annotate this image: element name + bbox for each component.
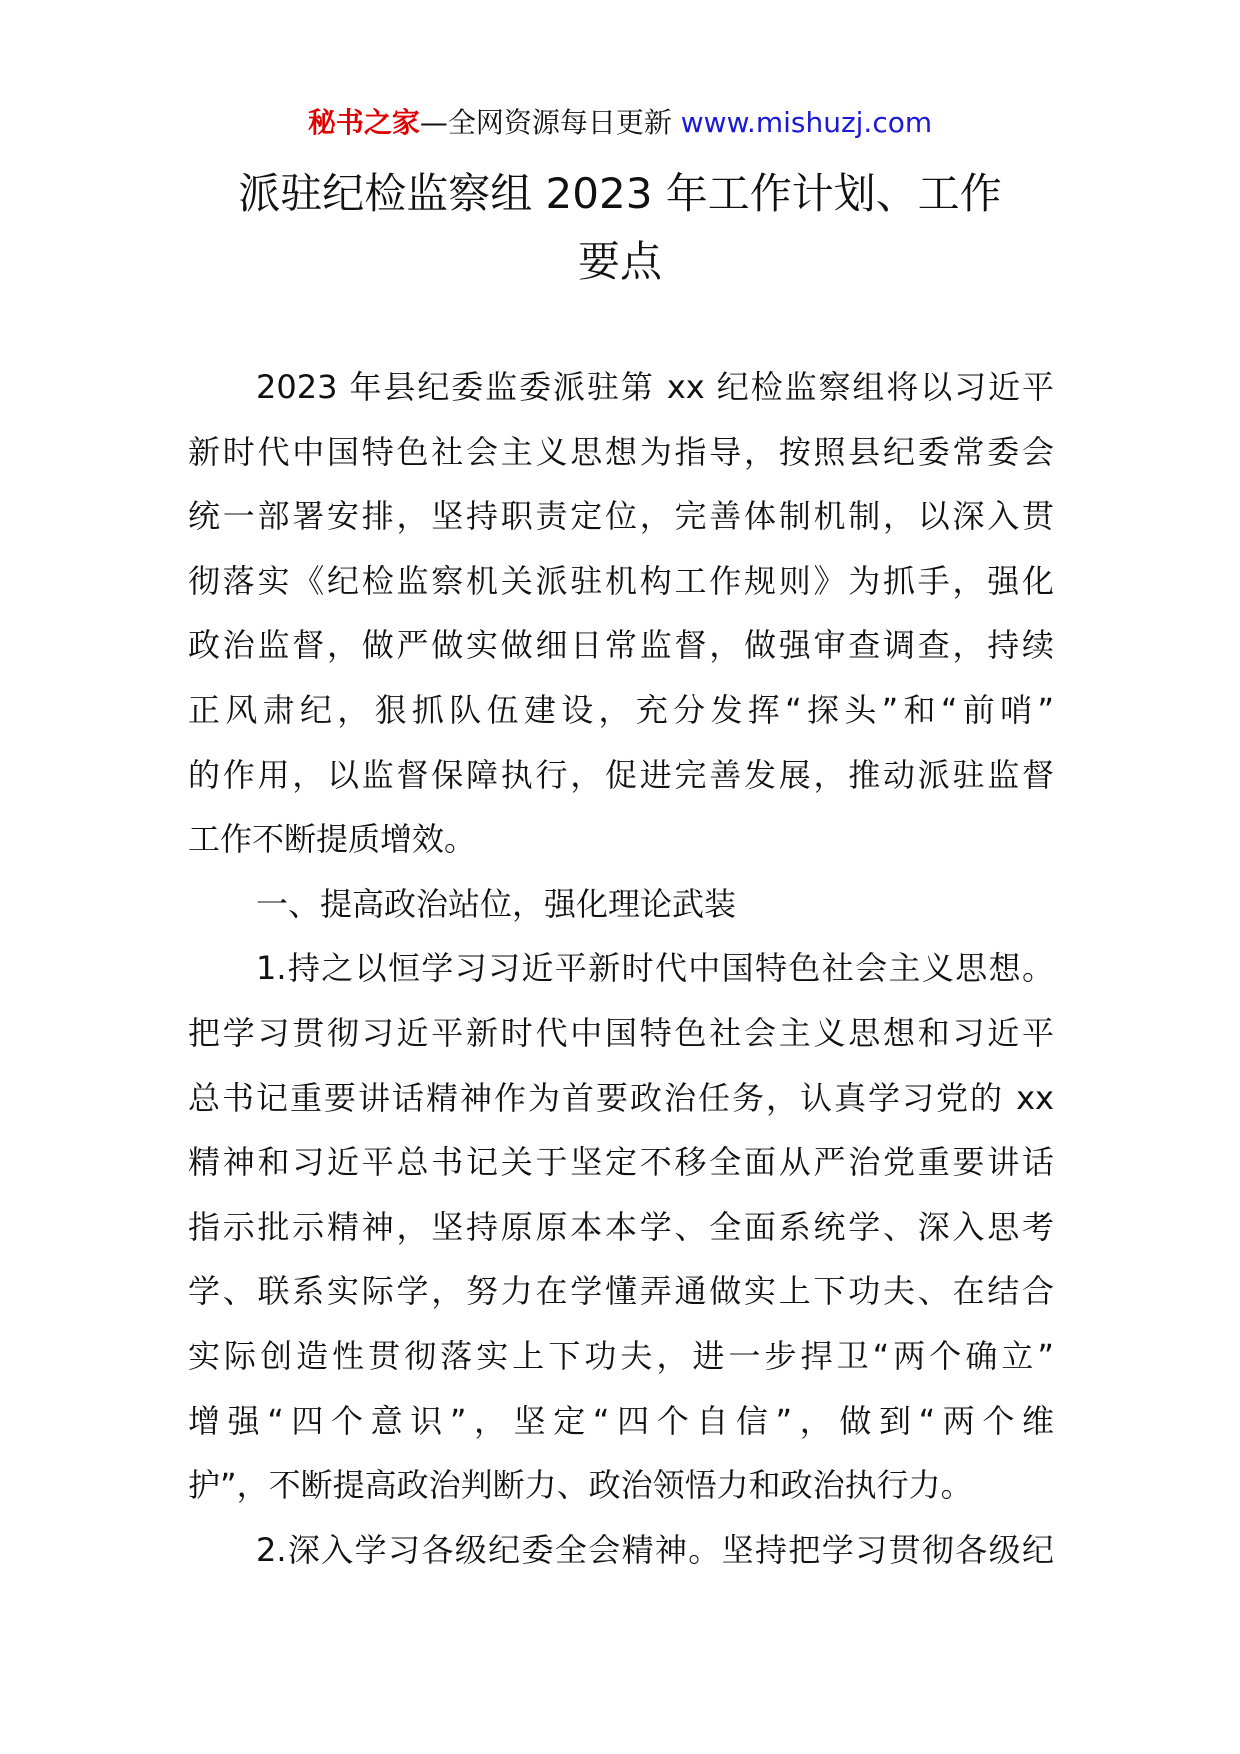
paragraph-line: 2023 年县纪委监委派驻第 xx 纪检监察组将以习近平 [256,368,1054,406]
paragraph-line: 新时代中国特色社会主义思想为指导，按照县纪委常委会 [188,432,1054,471]
paragraph-line: 彻落实《纪检监察机关派驻机构工作规则》为抓手，强化 [188,561,1054,600]
paragraph-line: 学、联系实际学，努力在学懂弄通做实上下功夫、在结合 [188,1272,1054,1311]
section-heading: 一、提高政治站位，强化理论武装 [256,884,737,923]
site-brand: 秘书之家 [307,106,420,139]
paragraph-line: 2.深入学习各级纪委全会精神。坚持把学习贯彻各级纪 [256,1530,1054,1569]
paragraph-line: 的作用，以监督保障执行，促进完善发展，推动派驻监督 [188,755,1054,794]
paragraph-line: 精神和习近平总书记关于坚定不移全面从严治党重要讲话 [188,1143,1054,1182]
site-slogan: —全网资源每日更新 [419,106,681,139]
site-url-link[interactable]: www.mishuzj.com [680,106,933,139]
paragraph-line: 正风肃纪，狠抓队伍建设，充分发挥“探头”和“前哨” [188,690,1054,729]
document-body [188,355,1054,1582]
title-line-2: 要点 [577,237,662,286]
title-line-1: 派驻纪检监察组 2023 年工作计划、工作 [238,169,1002,218]
paragraph-line: 实际创造性贯彻落实上下功夫，进一步捍卫“两个确立” [188,1336,1054,1375]
paragraph-line: 统一部署安排，坚持职责定位，完善体制机制，以深入贯 [188,497,1054,536]
paragraph-line: 1.持之以恒学习习近平新时代中国特色社会主义思想。 [256,949,1054,988]
paragraph-line: 把学习贯彻习近平新时代中国特色社会主义思想和习近平 [188,1013,1054,1052]
paragraph-line: 增强“四个意识”，坚定“四个自信”，做到“两个维 [188,1401,1054,1440]
paragraph-line: 政治监督，做严做实做细日常监督，做强审查调查，持续 [188,626,1054,665]
paragraph-line: 护”，不断提高政治判断力、政治领悟力和政治执行力。 [188,1466,973,1505]
paragraph-line: 指示批示精神，坚持原原本本学、全面系统学、深入思考 [188,1207,1054,1246]
paragraph-line: 总书记重要讲话精神作为首要政治任务，认真学习党的 xx [188,1078,1054,1117]
paragraph-line: 工作不断提质增效。 [188,820,477,859]
document-title [200,160,1040,296]
site-header [0,103,1240,143]
